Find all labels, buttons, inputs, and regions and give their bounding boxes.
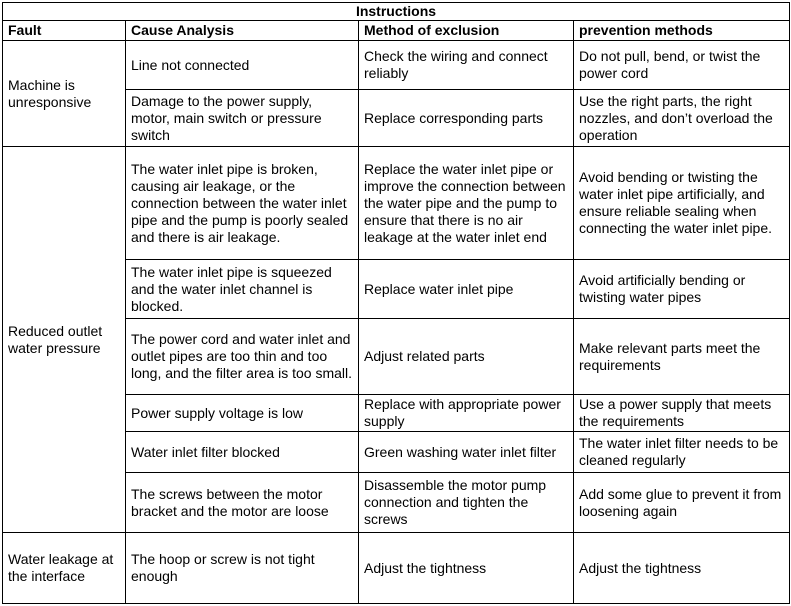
prevention-cell: Make relevant parts meet the requirements	[574, 319, 790, 395]
method-cell: Replace the water inlet pipe or improve the connection between the water pipe and the pump to ensure that there is no air leakage at the water inlet end	[359, 147, 574, 260]
prevention-cell: Avoid artificially bending or twisting water pipes	[574, 260, 790, 319]
method-cell: Disassemble the motor pump connection and tighten the screws	[359, 473, 574, 533]
cause-cell: The water inlet pipe is broken, causing air leakage, or the connection between the water inlet pipe and the pump is poorly sealed and there is air leakage.	[126, 147, 359, 260]
instructions-table	[2, 2, 790, 604]
table-title: Instructions	[3, 3, 790, 21]
cause-cell: Power supply voltage is low	[126, 395, 359, 432]
header-row	[3, 21, 790, 41]
fault-cell: Machine is unresponsive	[3, 41, 126, 147]
prevention-cell: Use a power supply that meets the requirements	[574, 395, 790, 432]
prevention-cell: Avoid bending or twisting the water inlet pipe artificially, and ensure reliable sealing when connecting the water inlet pipe.	[574, 147, 790, 260]
table-row	[3, 41, 790, 90]
table-row	[3, 147, 790, 260]
cause-cell: Water inlet filter blocked	[126, 432, 359, 473]
cause-cell: The water inlet pipe is squeezed and the water inlet channel is blocked.	[126, 260, 359, 319]
method-cell: Adjust related parts	[359, 319, 574, 395]
prevention-cell: Adjust the tightness	[574, 533, 790, 604]
method-cell: Replace corresponding parts	[359, 90, 574, 147]
column-header-method-of-exclusion: Method of exclusion	[359, 21, 574, 41]
column-header-prevention-methods: prevention methods	[574, 21, 790, 41]
cause-cell: The screws between the motor bracket and the motor are loose	[126, 473, 359, 533]
method-cell: Replace water inlet pipe	[359, 260, 574, 319]
method-cell: Replace with appropriate power supply	[359, 395, 574, 432]
fault-cell: Reduced outlet water pressure	[3, 147, 126, 533]
prevention-cell: Use the right parts, the right nozzles, and don’t overload the operation	[574, 90, 790, 147]
cause-cell: The hoop or screw is not tight enough	[126, 533, 359, 604]
cause-cell: The power cord and water inlet and outlet pipes are too thin and too long, and the filter area is too small.	[126, 319, 359, 395]
prevention-cell: Do not pull, bend, or twist the power cord	[574, 41, 790, 90]
column-header-fault: Fault	[3, 21, 126, 41]
cause-cell: Damage to the power supply, motor, main switch or pressure switch	[126, 90, 359, 147]
prevention-cell: Add some glue to prevent it from loosening again	[574, 473, 790, 533]
title-row	[3, 3, 790, 21]
cause-cell: Line not connected	[126, 41, 359, 90]
column-header-cause-analysis: Cause Analysis	[126, 21, 359, 41]
method-cell: Green washing water inlet filter	[359, 432, 574, 473]
prevention-cell: The water inlet filter needs to be cleaned regularly	[574, 432, 790, 473]
method-cell: Adjust the tightness	[359, 533, 574, 604]
method-cell: Check the wiring and connect reliably	[359, 41, 574, 90]
table-body	[3, 41, 790, 604]
table-row	[3, 533, 790, 604]
fault-cell: Water leakage at the interface	[3, 533, 126, 604]
